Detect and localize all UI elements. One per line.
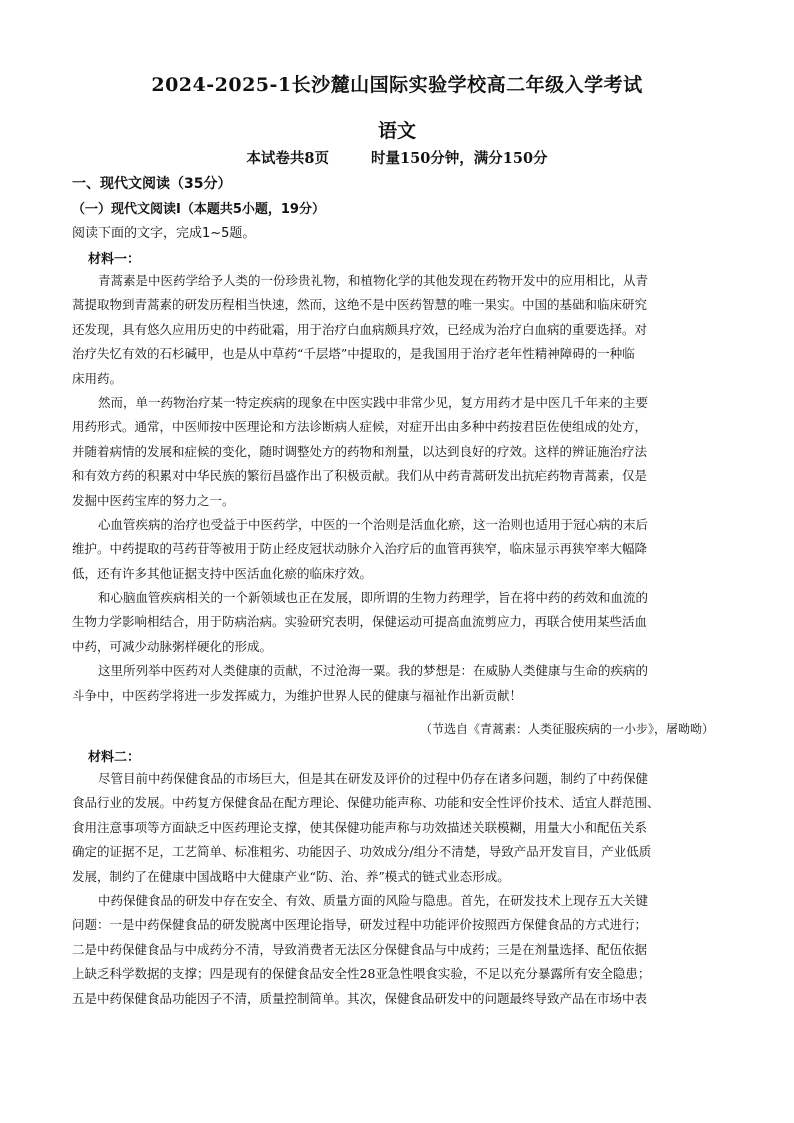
material2-text [72,767,718,1011]
material1-text [72,269,718,708]
text-line: 尽管目前中药保健食品的市场巨大，但是其在研发及评价的过程中仍存在诸多问题，制约了中药保健 [98,771,649,786]
text-line: 发展，制约了在健康中国战略中大健康产业“防、治、养”模式的链式业态形成。 [72,868,510,884]
text-line: 然而，单一药物治疗某一特定疾病的现象在中医实践中非常少见，复方用药才是中医几千年来的主要 [98,394,649,410]
text-line: 中药保健食品的研发中存在安全、有效、质量方面的风险与隐患。首先，在研发技术上现存五大关键 [98,892,649,908]
text-line: 确定的证据不足，工艺简单、标准粗劣、功能因子、功效成分/组分不清楚，导致产品开发盲目，产业低质 [72,844,652,860]
text-line: 低，还有许多其他证据支持中医活血化瘀的临床疗效。 [72,565,373,581]
text-line: 用药形式。通常，中医师按中医理论和方法诊断病人症候，对症开出由多种中药按君臣佐使组成的处方， [72,419,648,435]
text-line: 还发现，具有悠久应用历史的中药砒霜，用于治疗白血病颇具疗效，已经成为治疗白血病的重要选择。对 [72,321,648,337]
exam-info [0,147,794,168]
text-line: 和心脑血管疾病相关的一个新领域也正在发展，即所谓的生物力药理学，旨在将中药的药效和血流的 [98,590,649,606]
text-line: 上缺乏科学数据的支撑；四是现有的保健食品安全性28亚急性喂食实验，不足以充分暴露所有安全隐患； [72,966,651,982]
text-line: 维护。中药提取的芎药苷等被用于防止经皮冠状动脉介入治疗后的血管再狭窄，临床显示再狭窄率大幅降 [72,541,648,557]
subject-title: 语文 [377,120,416,142]
text-line: 生物力学影响相结合，用于防病治病。实验研究表明，保健运动可提高血流剪应力，再联合使用某些活血 [72,614,648,630]
text-line: 和有效方药的积累对中华民族的繁衍昌盛作出了积极贡献。我们从中药青蒿研发出抗疟药物青蒿素，仅是 [72,468,648,484]
reading-instruction: 阅读下面的文字，完成1~5题。 [72,226,256,241]
page-count: 本试卷共8页 [246,150,330,167]
text-line: 斗争中，中医药学将进一步发挥威力，为维护世界人民的健康与福祉作出新贡献！ [72,687,523,703]
subsection-heading: （一）现代文阅读Ⅰ（本题共5小题，19分） [72,202,325,217]
text-line: 这里所列举中医药对人类健康的贡献，不过沧海一粟。我的梦想是：在威胁人类健康与生命的疾病的 [98,663,649,679]
text-line: 床用药。 [72,370,123,386]
text-line: 发掘中医药宝库的努力之一。 [72,492,235,508]
text-line: 心血管疾病的治疗也受益于中医药学，中医的一个治则是活血化瘀，这一治则也适用于冠心病的末后 [98,516,649,532]
section-heading: 一、现代文阅读（35分） [72,176,232,192]
text-line: 蒿提取物到青蒿素的研发历程相当快速，然而，这绝不是中医药智慧的唯一果实。中国的基础和临床研究 [72,297,648,313]
text-line: 食品行业的发展。中药复方保健食品在配方理论、保健功能声称、功能和安全性评价技术、适宜人群范围、 [72,795,660,811]
text-line: 并随着病情的发展和症候的变化，随时调整处方的药物和剂量，以达到良好的疗效。这样的辨证施治疗法 [72,443,648,459]
text-line: 二是中药保健食品与中成药分不清，导致消费者无法区分保健食品与中成药；三是在剂量选择、配伍依据 [72,941,648,957]
text-line: 中药，可减少动脉粥样硬化的形成。 [72,638,273,654]
text-line: 食用注意事项等方面缺乏中医药理论支撑，使其保健功能声称与功效描述关联模糊，用量大小和配伍关系 [72,819,648,835]
text-line: 治疗失忆有效的石杉碱甲，也是从中草药“千层塔”中提取的，是我国用于治疗老年性精神障碍的一种临 [72,346,635,362]
time-and-score: 时量150分钟，满分150分 [371,150,548,167]
text-line: 青蒿素是中医药学给予人类的一份珍贵礼物，和植物化学的其他发现在药物开发中的应用相比，从青 [98,273,649,288]
material1-source: （节选自《青蒿素：人类征服疾病的一小步》，屠呦呦） [419,722,714,736]
text-line: 问题：一是中药保健食品的研发脱离中医理论指导，研发过程中功能评价按照西方保健食品的方式进行； [72,917,648,933]
material2-label: 材料二： [88,750,141,765]
material1-label: 材料一： [88,252,141,267]
exam-title: 2024-2025-1长沙麓山国际实验学校高二年级入学考试 [151,74,643,96]
text-line: 五是中药保健食品功能因子不清，质量控制简单。其次，保健食品研发中的问题最终导致产品在市场中表 [72,990,648,1006]
